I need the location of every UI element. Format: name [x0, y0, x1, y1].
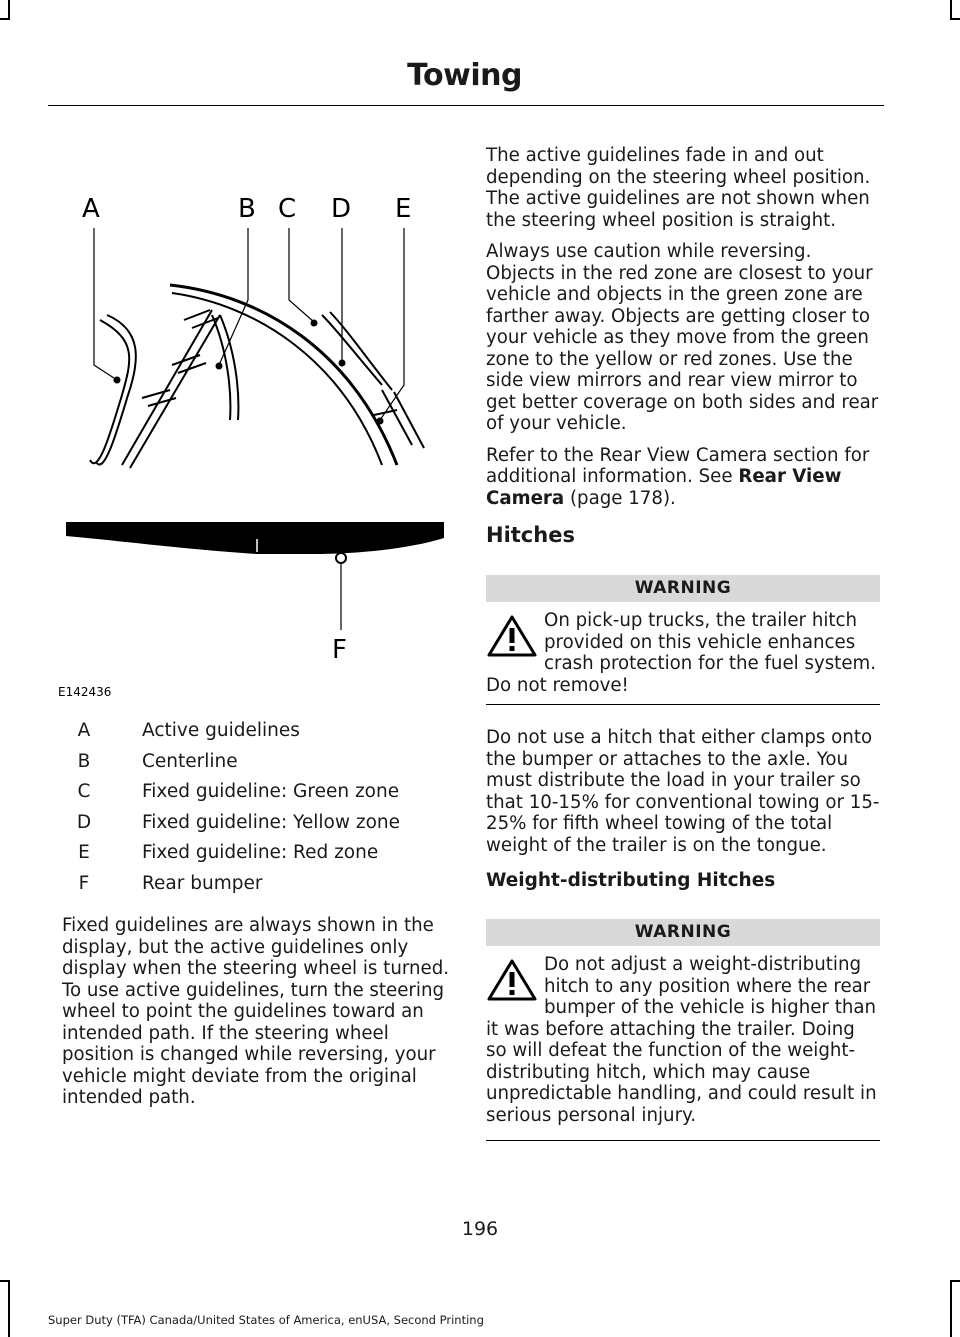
page-ref: (page 178). [564, 487, 676, 509]
right-column [486, 145, 880, 1141]
legend-text: Active guidelines [142, 720, 300, 741]
rear-view-camera-link[interactable]: Rear View Camera [486, 466, 842, 509]
warning-body [486, 602, 880, 696]
crop-mark [950, 1280, 960, 1282]
crop-mark [0, 1280, 10, 1282]
callout-d: D [331, 194, 352, 224]
heading-hitches: Hitches [486, 523, 575, 547]
paragraph-active-guidelines: The active guidelines fade in and out depending on the steering wheel position. The active guidelines are not shown when the steering wheel position is straight. [486, 145, 871, 231]
callout-a: A [82, 194, 100, 224]
warning-triangle-icon [486, 614, 538, 658]
refer-text: Refer to the Rear View Camera section for additional information. See [486, 444, 870, 487]
legend-text: Rear bumper [142, 872, 263, 894]
crop-mark [8, 0, 10, 18]
callout-f: F [332, 635, 347, 665]
warning-triangle-icon [486, 958, 538, 1002]
warning-rule [486, 704, 880, 705]
crop-mark [0, 18, 10, 20]
legend-text: Fixed guideline: Green zone [142, 781, 400, 802]
legend-text: Fixed guideline: Red zone [142, 842, 379, 863]
callout-c: C [278, 194, 297, 224]
legend-key: D [76, 811, 92, 833]
warning-text: Do not adjust a weight-distributing hitch to any position where the rear bumper of the vehicle is higher than it was before attaching the trailer. Doing so will defeat the function of the weight-distributing hitch, which may cause unpredictable handling, and could result in serious personal injury. [486, 954, 877, 1126]
warning-rule [486, 1140, 880, 1141]
warning-box [486, 919, 880, 1141]
crop-mark [950, 1280, 952, 1337]
legend-key: F [78, 872, 90, 894]
guidelines-diagram [52, 180, 452, 710]
crop-mark [8, 1280, 10, 1337]
page-title: Towing [407, 58, 522, 93]
crop-mark [950, 0, 952, 18]
legend-text: Centerline [142, 750, 238, 772]
header-rule [48, 105, 884, 106]
left-column [62, 915, 452, 1119]
page-number: 196 [461, 1218, 499, 1240]
crop-mark [950, 18, 960, 20]
warning-text: On pick-up trucks, the trailer hitch provided on this vehicle enhances crash protection for the fuel system. Do not remove! [486, 610, 877, 696]
legend-key: B [77, 750, 91, 772]
warning-title: WARNING [486, 575, 880, 602]
figure-id: E142436 [58, 685, 112, 699]
callout-b: B [238, 194, 256, 224]
legend-key: C [77, 781, 91, 802]
warning-box [486, 575, 880, 705]
paragraph-hitch-load: Do not use a hitch that either clamps onto the bumper or attaches to the axle. You must distribute the load in your trailer so that 10-15% for conventional towing or 15-25% for fifth wheel towing of the total weight of the trailer is on the tongue. [486, 727, 880, 856]
camera-guidelines-figure [52, 180, 452, 710]
footer-text: Super Duty (TFA) Canada/United States of America, enUSA, Second Printing [48, 1313, 484, 1327]
paragraph-refer [486, 445, 880, 510]
warning-body [486, 946, 880, 1126]
warning-title: WARNING [486, 919, 880, 946]
heading-weight-distributing: Weight-distributing Hitches [486, 870, 776, 891]
paragraph-caution: Always use caution while reversing. Objects in the red zone are closest to your vehicle and objects in the green zone are farther away. Objects are getting closer to your vehicle as they move from the green zone to the yellow or red zones. Use the side view mirrors and rear view mirror to get better coverage on both sides and rear of your vehicle. [486, 241, 879, 434]
legend-text: Fixed guideline: Yellow zone [142, 811, 401, 833]
legend-key: A [77, 720, 91, 741]
legend-key: E [78, 842, 90, 863]
callout-e: E [395, 194, 412, 224]
guidelines-paragraph: Fixed guidelines are always shown in the display, but the active guidelines only display when the steering wheel is turned. To use active guidelines, turn the steering wheel to point the guidelines toward an intended path. If the steering wheel position is changed while reversing, your vehicle might deviate from the original intended path. [62, 915, 450, 1108]
